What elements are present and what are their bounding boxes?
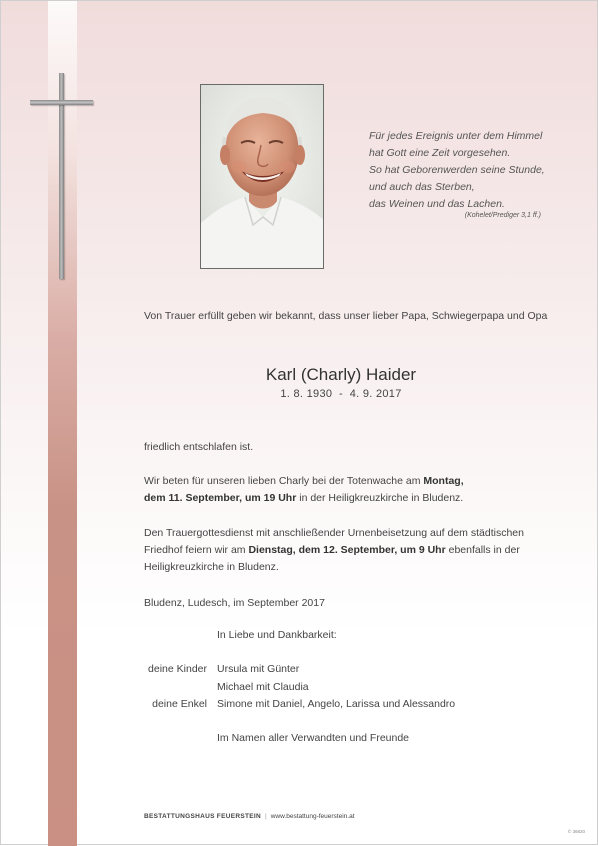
place-date: Bludenz, Ludesch, im September 2017 [144, 597, 325, 609]
portrait-image [201, 85, 324, 269]
footer [144, 813, 355, 820]
bible-quote [369, 128, 549, 213]
wake-paragraph [144, 473, 544, 507]
service-datetime: Dienstag, dem 12. September, um 9 Uhr [248, 544, 446, 556]
service-post: ebenfalls in der [445, 544, 520, 556]
children-line: Michael mit Claudia [217, 681, 309, 693]
service-line3: Heiligkreuzkirche in Bludenz. [144, 561, 279, 573]
portrait-photo [200, 84, 324, 269]
funeral-home-url[interactable]: www.bestattung-feuerstein.at [270, 813, 355, 820]
children-label: deine Kinder [148, 663, 207, 675]
quote-line: So hat Geborenwerden seine Stunde, [369, 164, 545, 176]
announcement-text: Von Trauer erfüllt geben wir bekannt, dass unser lieber Papa, Schwiegerpapa und Opa [144, 310, 548, 322]
wake-datetime: dem 11. September, um 19 Uhr [144, 492, 297, 504]
quote-line: Für jedes Ereignis unter dem Himmel [369, 130, 543, 142]
quote-line: und auch das Sterben, [369, 181, 475, 193]
deceased-name: Karl (Charly) Haider [265, 365, 417, 384]
service-paragraph [144, 525, 544, 576]
wake-day: Montag, [423, 475, 464, 487]
wake-intro: Wir beten für unseren lieben Charly bei der Totenwache am [144, 475, 424, 487]
closing-text: In Liebe und Dankbarkeit: [217, 629, 337, 641]
print-code: © 36820 [567, 829, 585, 834]
relatives-text: Im Namen aller Verwandten und Freunde [217, 732, 410, 744]
wake-location: in der Heiligkreuzkirche in Bludenz. [296, 492, 464, 504]
quote-line: das Weinen und das Lachen. [369, 198, 505, 210]
passed-text: friedlich entschlafen ist. [144, 441, 254, 453]
grandchildren-label: deine Enkel [152, 698, 207, 710]
service-intro: Friedhof feiern wir am [144, 544, 249, 556]
quote-source: (Kohelet/Prediger 3,1 ff.) [464, 212, 541, 219]
quote-line: hat Gott eine Zeit vorgesehen. [369, 147, 511, 159]
grandchildren-line: Simone mit Daniel, Angelo, Larissa und Alessandro [217, 698, 456, 710]
footer-separator: | [264, 813, 267, 820]
funeral-home-name: BESTATTUNGSHAUS FEUERSTEIN [144, 813, 261, 820]
cross-icon-horizontal [30, 100, 93, 105]
life-dates: 1. 8. 1930 - 4. 9. 2017 [280, 388, 402, 400]
service-line1: Den Trauergottesdienst mit anschließender Urnenbeisetzung auf dem städtischen [144, 527, 524, 539]
children-line: Ursula mit Günter [217, 663, 300, 675]
